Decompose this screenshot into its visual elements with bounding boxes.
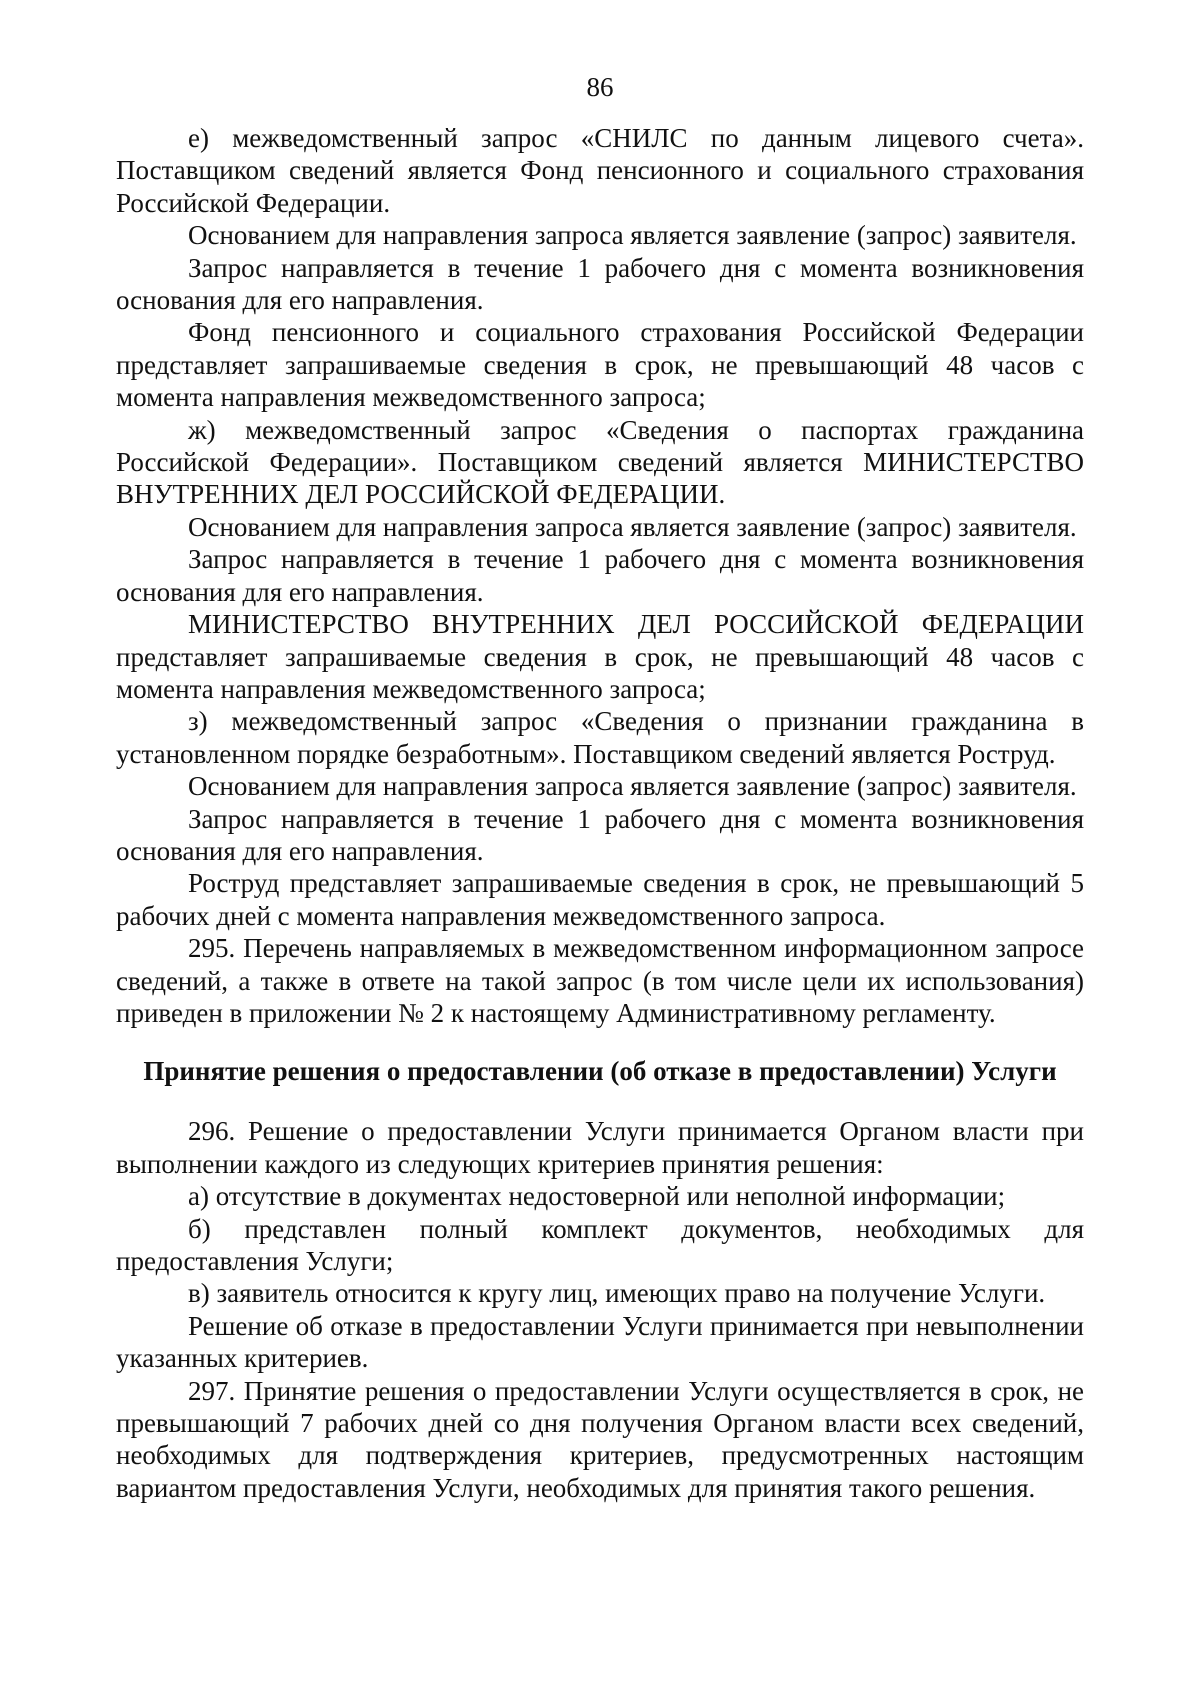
paragraph: ж) межведомственный запрос «Сведения о паспортах гражданина Российской Федерации». Поставщиком сведений является МИНИСТЕРСТВО ВНУТРЕННИХ ДЕЛ РОССИЙСКОЙ ФЕДЕРАЦИИ.: [116, 414, 1084, 510]
paragraph: Основанием для направления запроса является заявление (запрос) заявителя.: [188, 771, 1077, 802]
paragraph: Решение об отказе в предоставлении Услуги принимается при невыполнении указанных критериев.: [116, 1310, 1084, 1374]
paragraph: з) межведомственный запрос «Сведения о признании гражданина в установленном порядке безработным». Поставщиком сведений является Роструд.: [116, 706, 1084, 769]
section-heading: Принятие решения о предоставлении (об отказе в предоставлении) Услуги: [143, 1056, 1057, 1087]
paragraph: а) отсутствие в документах недостоверной или неполной информации;: [188, 1181, 1006, 1212]
paragraph: 296. Решение о предоставлении Услуги принимается Органом власти при выполнении каждого из следующих критериев принятия решения:: [116, 1116, 1084, 1179]
paragraph: Запрос направляется в течение 1 рабочего дня с момента возникновения основания для его направления.: [116, 544, 1084, 607]
paragraph: Запрос направляется в течение 1 рабочего дня с момента возникновения основания для его направления.: [116, 803, 1084, 866]
page-number: 86: [586, 72, 614, 102]
paragraph: б) представлен полный комплект документов, необходимых для предоставления Услуги;: [116, 1213, 1084, 1276]
paragraph: 295. Перечень направляемых в межведомственном информационном запросе сведений, а также в ответе на такой запрос (в том числе цели их использования) приведен в приложении № 2 к настоящему Административному регламенту.: [116, 933, 1084, 1028]
paragraph: е) межведомственный запрос «СНИЛС по данным лицевого счета». Поставщиком сведений является Фонд пенсионного и социального страхования Российской Федерации.: [116, 123, 1084, 218]
paragraph: Запрос направляется в течение 1 рабочего дня с момента возникновения основания для его направления.: [116, 252, 1084, 316]
paragraph: Основанием для направления запроса является заявление (запрос) заявителя.: [188, 511, 1077, 542]
paragraph: МИНИСТЕРСТВО ВНУТРЕННИХ ДЕЛ РОССИЙСКОЙ ФЕДЕРАЦИИ представляет запрашиваемые сведения в срок, не превышающий 48 часов с момента направления межведомственного запроса;: [116, 609, 1084, 704]
paragraph: Основанием для направления запроса является заявление (запрос) заявителя.: [188, 220, 1077, 251]
paragraph: Фонд пенсионного и социального страхования Российской Федерации представляет запрашиваемые сведения в срок, не превышающий 48 часов с момента направления межведомственного запроса;: [116, 317, 1084, 413]
paragraph: Роструд представляет запрашиваемые сведения в срок, не превышающий 5 рабочих дней с момента направления межведомственного запроса.: [116, 868, 1084, 931]
paragraph: 297. Принятие решения о предоставлении Услуги осуществляется в срок, не превышающий 7 рабочих дней со дня получения Органом власти всех сведений, необходимых для подтверждения критериев, предусмотренных настоящим вариантом предоставления Услуги, необходимых для принятия такого решения.: [116, 1375, 1084, 1503]
paragraph: в) заявитель относится к кругу лиц, имеющих право на получение Услуги.: [188, 1278, 1046, 1309]
document-body: [116, 122, 1084, 1504]
